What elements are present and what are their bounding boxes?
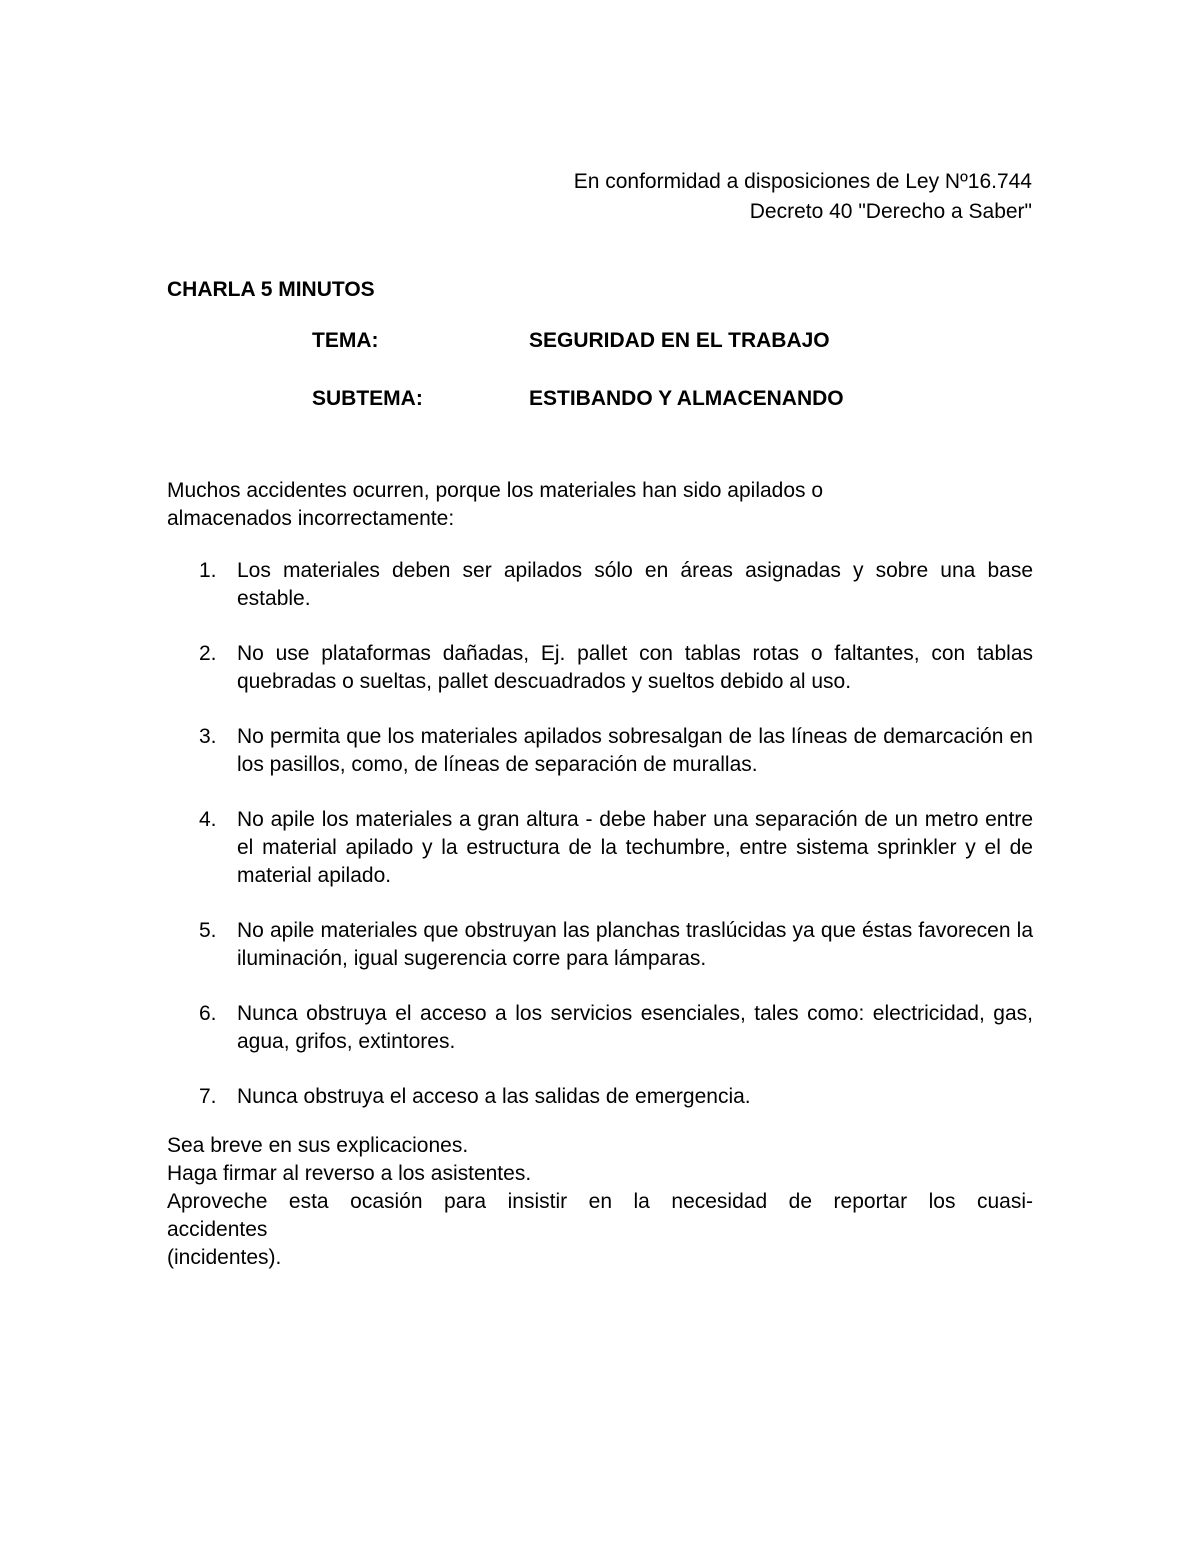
list-item-text: Nunca obstruya el acceso a los servicios esenciales, tales como: electricidad, gas, agua, grifos, extintores. — [237, 1002, 1033, 1053]
list-item — [167, 806, 1033, 890]
list-item — [167, 723, 1033, 779]
closing-notes — [167, 1132, 1033, 1272]
document-title: CHARLA 5 MINUTOS — [167, 278, 375, 301]
topic-value: SEGURIDAD EN EL TRABAJO — [529, 329, 830, 352]
list-item-number: 3. — [199, 725, 217, 748]
list-item-number: 1. — [199, 559, 217, 582]
list-item — [167, 640, 1033, 696]
closing-line: Aproveche esta ocasión para insistir en la necesidad de reportar los cuasi- — [167, 1190, 1033, 1213]
intro-paragraph: Muchos accidentes ocurren, porque los materiales han sido apilados o almacenados incorrectamente: — [167, 479, 824, 530]
subtopic-label: SUBTEMA: — [312, 387, 423, 410]
list-item-text: No use plataformas dañadas, Ej. pallet con tablas rotas o faltantes, con tablas quebradas o sueltas, pallet descuadrados y sueltos debido al uso. — [237, 642, 1033, 693]
list-item-number: 6. — [199, 1002, 217, 1025]
list-item-number: 7. — [199, 1085, 217, 1108]
list-item-number: 5. — [199, 919, 217, 942]
topic-row — [312, 327, 830, 355]
list-item-text: No permita que los materiales apilados sobresalgan de las líneas de demarcación en los pasillos, como, de líneas de separación de murallas. — [237, 725, 1033, 776]
list-item-text: Nunca obstruya el acceso a las salidas de emergencia. — [237, 1085, 751, 1108]
list-item-text: No apile los materiales a gran altura - debe haber una separación de un metro entre el material apilado y la estructura de la techumbre, entre sistema sprinkler y el de material apilado. — [237, 808, 1033, 887]
list-item-text: No apile materiales que obstruyan las planchas traslúcidas ya que éstas favorecen la iluminación, igual sugerencia corre para lámparas. — [237, 919, 1033, 970]
list-item-number: 2. — [199, 642, 217, 665]
list-item-number: 4. — [199, 808, 217, 831]
closing-line: accidentes — [167, 1218, 268, 1241]
subtopic-value: ESTIBANDO Y ALMACENANDO — [529, 387, 844, 410]
safety-rules-list — [167, 557, 1033, 1138]
closing-line: (incidentes). — [167, 1246, 282, 1269]
legal-reference-line-1: En conformidad a disposiciones de Ley Nº16.744 — [573, 170, 1032, 193]
list-item — [167, 557, 1033, 613]
list-item — [167, 917, 1033, 973]
closing-line: Haga firmar al reverso a los asistentes. — [167, 1162, 532, 1185]
list-item-text: Los materiales deben ser apilados sólo en áreas asignadas y sobre una base estable. — [237, 559, 1033, 610]
list-item — [167, 1083, 1033, 1111]
closing-line: Sea breve en sus explicaciones. — [167, 1134, 469, 1157]
legal-reference-line-2: Decreto 40 "Derecho a Saber" — [749, 200, 1032, 223]
subtopic-row — [312, 385, 844, 413]
topic-label: TEMA: — [312, 329, 379, 352]
legal-reference — [574, 167, 1032, 227]
list-item — [167, 1000, 1033, 1056]
